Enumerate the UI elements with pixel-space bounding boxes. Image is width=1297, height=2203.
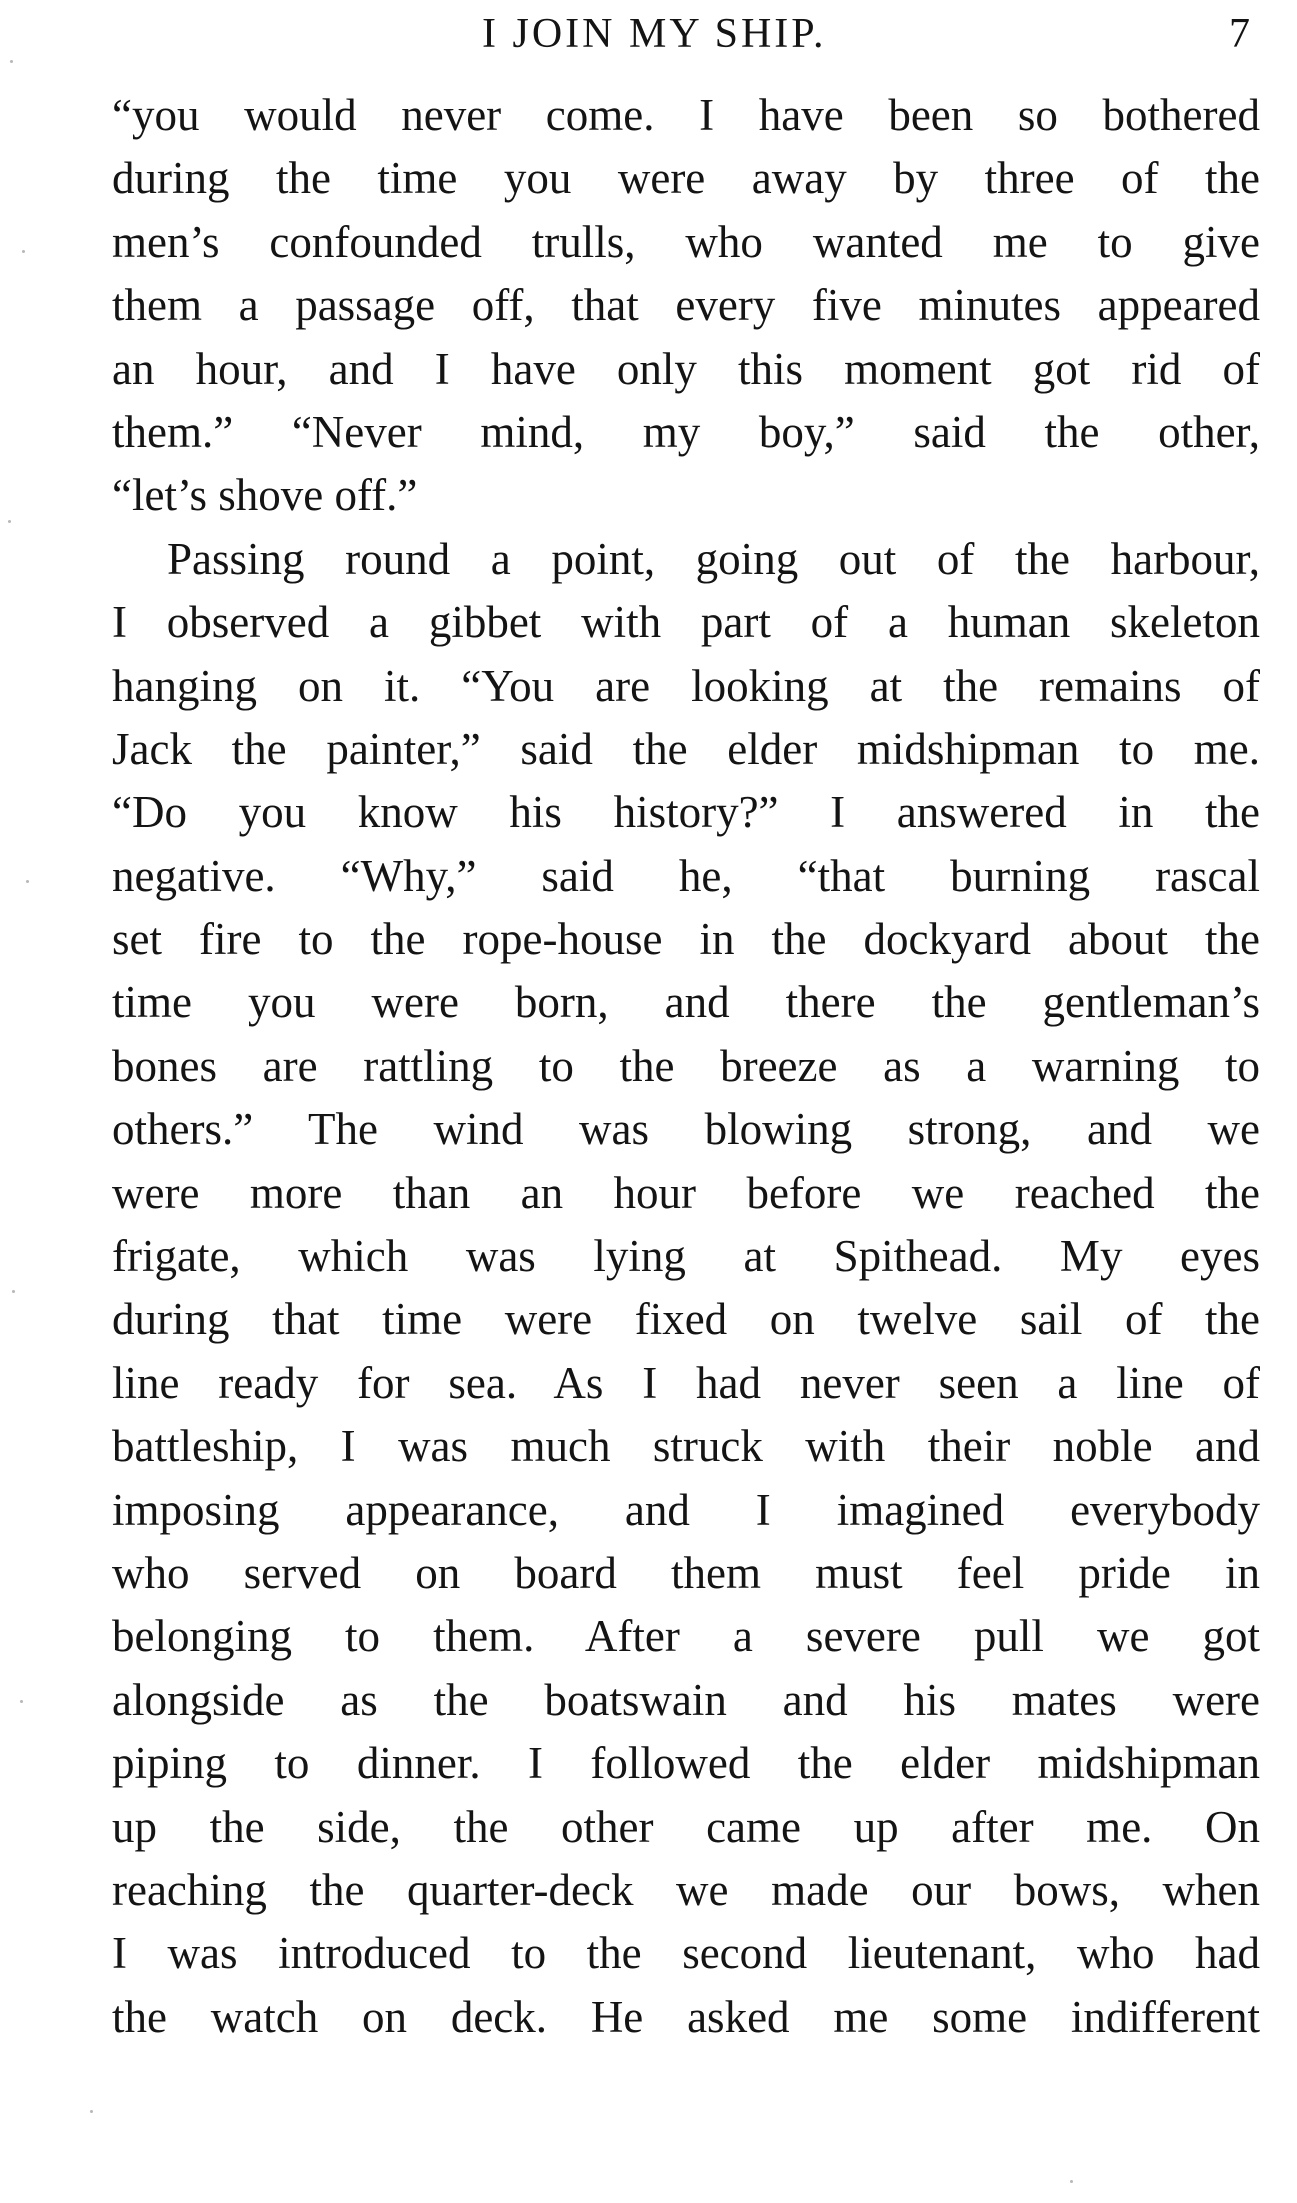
text-line: belonging to them. After a severe pull we got: [112, 1611, 1260, 1662]
text-line: during the time you were away by three of the: [112, 153, 1260, 204]
text-line: “let’s shove off.”: [112, 470, 418, 521]
text-line: “Do you know his history?” I answered in the: [112, 787, 1260, 838]
text-line: hanging on it. “You are looking at the remains of: [112, 660, 1260, 711]
scan-speck: [10, 60, 13, 63]
text-line: men’s confounded trulls, who wanted me to give: [112, 216, 1260, 267]
text-line: set fire to the rope-house in the dockyard about the: [112, 914, 1260, 965]
text-line: reaching the quarter-deck we made our bows, when: [112, 1864, 1260, 1915]
scan-speck: [20, 1700, 23, 1703]
text-line: Jack the painter,” said the elder midshipman to me.: [112, 723, 1260, 774]
paragraph-start: Passing round a point, going out of the harbour,: [167, 533, 1260, 584]
text-line: during that time were fixed on twelve sail of the: [112, 1294, 1260, 1345]
text-line: the watch on deck. He asked me some indifferent: [112, 1991, 1260, 2042]
text-line: them.” “Never mind, my boy,” said the other,: [112, 406, 1260, 457]
text-line: up the side, the other came up after me. On: [112, 1801, 1260, 1852]
text-line: imposing appearance, and I imagined everybody: [112, 1484, 1260, 1535]
text-line: bones are rattling to the breeze as a warning to: [112, 1040, 1260, 1091]
scan-speck: [12, 1290, 15, 1293]
text-line: them a passage off, that every five minutes appeared: [112, 280, 1260, 331]
scan-speck: [26, 880, 29, 883]
text-line: piping to dinner. I followed the elder midshipman: [112, 1738, 1260, 1789]
page-number: 7: [1229, 11, 1250, 57]
text-line: were more than an hour before we reached the: [112, 1167, 1260, 1218]
page-header: [110, 4, 1250, 64]
scan-speck: [90, 2110, 93, 2113]
text-line: who served on board them must feel pride in: [112, 1547, 1260, 1598]
text-line: time you were born, and there the gentleman’s: [112, 977, 1260, 1028]
scan-speck: [22, 250, 25, 253]
text-line: alongside as the boatswain and his mates were: [112, 1674, 1260, 1725]
text-line: frigate, which was lying at Spithead. My eyes: [112, 1231, 1260, 1282]
text-line: battleship, I was much struck with their noble and: [112, 1421, 1260, 1472]
text-line: “you would never come. I have been so bothered: [112, 90, 1260, 140]
text-line: line ready for sea. As I had never seen a line of: [112, 1357, 1260, 1408]
text-line: I observed a gibbet with part of a human skeleton: [112, 597, 1260, 648]
text-line: others.” The wind was blowing strong, and we: [112, 1104, 1260, 1155]
body-text: [112, 84, 1260, 2049]
text-line: negative. “Why,” said he, “that burning rascal: [112, 850, 1260, 901]
scan-speck: [8, 520, 11, 523]
running-head: I JOIN MY SHIP.: [482, 11, 827, 57]
text-line: an hour, and I have only this moment got rid of: [112, 343, 1260, 394]
text-line: I was introduced to the second lieutenant, who had: [112, 1928, 1260, 1979]
scan-speck: [1070, 2180, 1073, 2183]
